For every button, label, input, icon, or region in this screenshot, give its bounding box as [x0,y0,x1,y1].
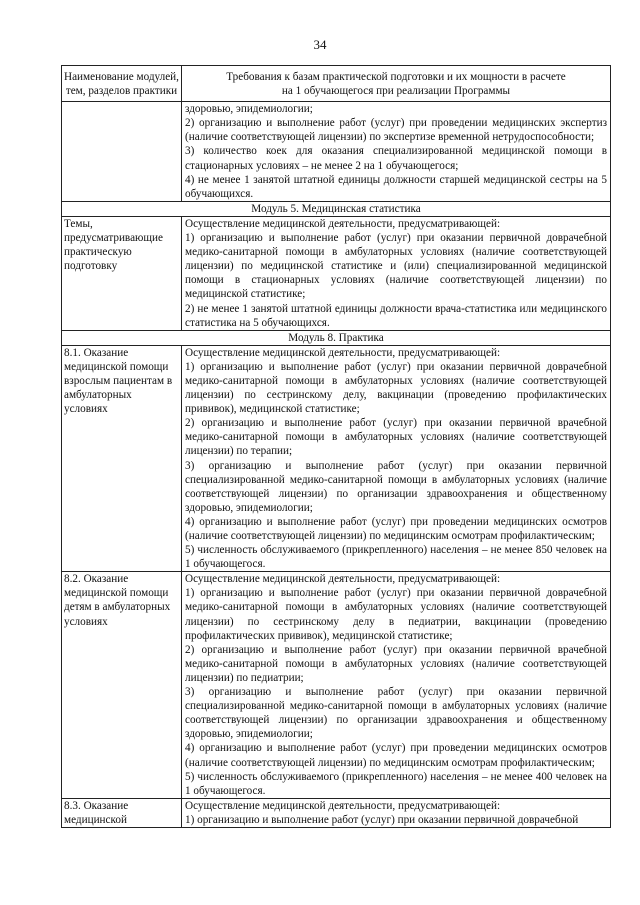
list-item: 3) количество коек для оказания специализированной медицинской помощи в стационарных условиях – не менее 2 на 1 обучающегося; [185,145,607,172]
section-8-1-label: 8.1. Оказание медицинской помощи взрослым пациентам в амбулаторных условиях [62,345,182,572]
section-intro: Осуществление медицинской деятельности, предусматривающей: [185,799,501,812]
section-8-3-row [62,798,611,827]
list-item: 3) организацию и выполнение работ (услуг) при оказании первичной специализированной медико-санитарной помощи в амбулаторных условиях (наличие соответствующей лицензии) по организации здравоохранения и общественному здоровью, эпидемиологии; [185,686,607,741]
module-5-row [62,216,611,330]
module-5-label: Темы, предусматривающие практическую подготовку [62,216,182,330]
section-intro: Осуществление медицинской деятельности, предусматривающей: [185,573,501,586]
list-item: 4) не менее 1 занятой штатной единицы должности старшей медицинской сестры на 5 обучающихся. [185,173,607,200]
module-5-title: Модуль 5. Медицинская статистика [62,201,611,216]
list-item: 3) организацию и выполнение работ (услуг) при оказании первичной специализированной медико-санитарной помощи в амбулаторных условиях (наличие соответствующей лицензии) по организации здравоохранения и общественному здоровью, эпидемиологии; [185,459,607,514]
list-item: 4) организацию и выполнение работ (услуг) при проведении медицинских осмотров (наличие соответствующей лицензии) по медицинским осмотрам профилактическим; [185,742,607,769]
list-item: 2) организацию и выполнение работ (услуг) при проведении медицинских экспертиз (наличие соответствующей лицензии) по экспертизе временной нетрудоспособности; [185,117,607,144]
list-item: 2) организацию и выполнение работ (услуг) при оказании первичной врачебной медико-санитарной помощи в амбулаторных условиях (наличие соответствующей лицензии) по педиатрии; [185,643,607,684]
continuation-content [182,102,611,202]
section-8-2-content [182,572,611,799]
list-item: 2) организацию и выполнение работ (услуг) при оказании первичной врачебной медико-санитарной помощи в амбулаторных условиях (наличие соответствующей лицензии) по терапии; [185,417,607,458]
section-8-2-label: 8.2. Оказание медицинской помощи детям в амбулаторных условиях [62,572,182,799]
list-item: 4) организацию и выполнение работ (услуг) при проведении медицинских осмотров (наличие соответствующей лицензии) по медицинским осмотрам профилактическим; [185,515,607,542]
list-item: 2) не менее 1 занятой штатной единицы должности врача-статистика или медицинского статистика на 5 обучающихся. [185,302,607,329]
module-8-title: Модуль 8. Практика [62,330,611,345]
list-item: 1) организацию и выполнение работ (услуг) при оказании первичной доврачебной медико-санитарной помощи в амбулаторных условиях (наличие соответствующей лицензии) по медицинской статистике и (или) специализированной медицинской помощи в стационарных условиях (наличие соответствующей лицензии) по медицинской статистике; [185,232,607,301]
continuation-row [62,102,611,202]
section-8-3-content [182,798,611,827]
requirements-table [61,65,611,828]
continuation-label [62,102,182,202]
list-item: здоровью, эпидемиологии; [185,103,313,116]
section-8-3-label: 8.3. Оказание медицинской [62,798,182,827]
list-item: 5) численность обслуживаемого (прикрепленного) населения – не менее 400 человек на 1 обучающегося. [185,770,607,797]
list-item: 1) организацию и выполнение работ (услуг) при оказании первичной доврачебной медико-санитарной помощи в амбулаторных условиях (наличие соответствующей лицензии) по сестринскому делу, вакцинации (проведению профилактических прививок), медицинской статистике; [185,360,607,416]
header-requirements-line1: Требования к базам практической подготовки и их мощности в расчете [226,71,566,83]
header-requirements [182,66,611,102]
section-8-1-content [182,345,611,572]
section-8-2-row [62,572,611,799]
list-item: 5) численность обслуживаемого (прикрепленного) населения – не менее 850 человек на 1 обучающегося. [185,544,607,571]
header-requirements-line2: на 1 обучающегося при реализации Программы [281,85,511,98]
page-number: 34 [313,37,327,52]
header-modules: Наименование модулей, тем, разделов практики [62,66,182,102]
section-8-1-row [62,345,611,572]
list-item: 1) организацию и выполнение работ (услуг) при оказании первичной доврачебной [185,813,579,826]
list-item: 1) организацию и выполнение работ (услуг) при оказании первичной доврачебной медико-санитарной помощи в амбулаторных условиях (наличие соответствующей лицензии) по сестринскому делу в педиатрии, вакцинации (проведению профилактических прививок), медицинской статистике; [185,587,607,642]
table-header-row [62,66,611,102]
module-8-title-row [62,330,611,345]
section-intro: Осуществление медицинской деятельности, предусматривающей: [185,346,501,359]
module-5-title-row [62,201,611,216]
section-intro: Осуществление медицинской деятельности, предусматривающей: [185,217,501,230]
module-5-content [182,216,611,330]
